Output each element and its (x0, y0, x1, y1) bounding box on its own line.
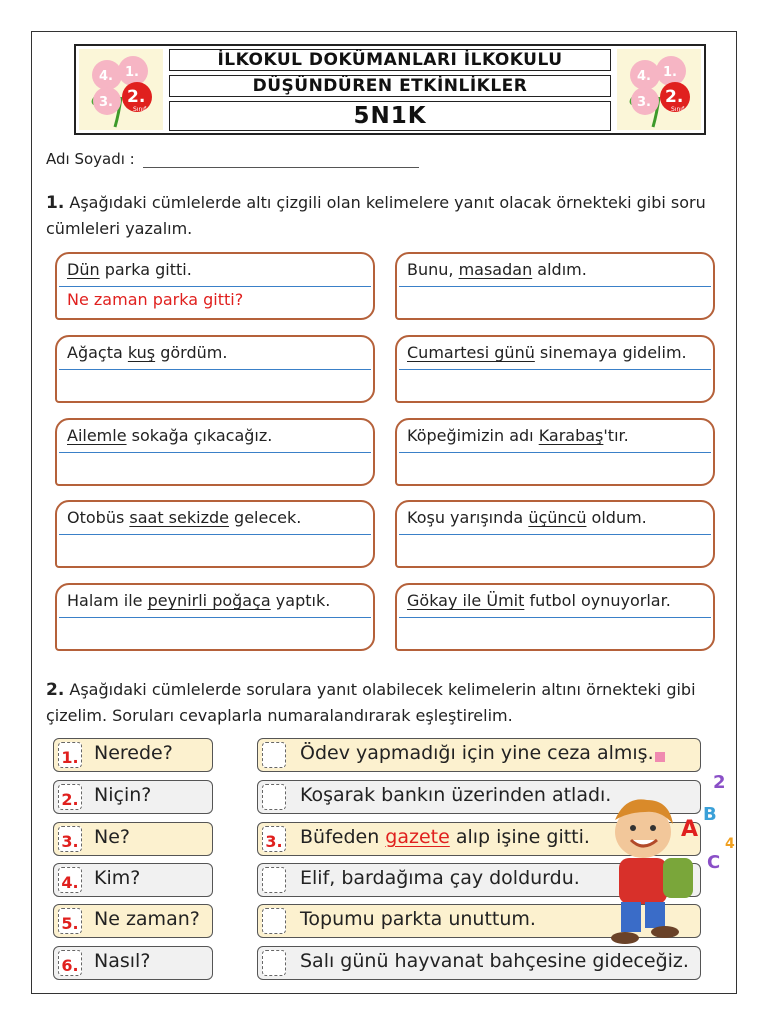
question-word-box (53, 822, 213, 856)
question-card (55, 500, 375, 568)
name-label: Adı Soyadı : (46, 150, 135, 168)
answer-after: alıp işine gitti. (449, 826, 590, 848)
question-card (395, 252, 715, 320)
number-box: 1. (58, 742, 82, 768)
question-card (55, 418, 375, 486)
sentence-after: sinemaya gidelim. (534, 343, 687, 362)
flower-logo-left (79, 49, 163, 130)
answer-line (399, 286, 711, 287)
answer-line (59, 534, 371, 535)
question-word: Nerede? (94, 742, 173, 764)
petal-number: 1. (663, 65, 677, 80)
answer-before: Topumu parkta unuttum. (300, 908, 536, 930)
question-card (395, 418, 715, 486)
number-box: 5. (58, 908, 82, 934)
answer-sentence-box (257, 946, 701, 980)
sentence-after: gördüm. (155, 343, 228, 362)
sentence-before: Koşu yarışında (407, 508, 529, 527)
question-word-box (53, 946, 213, 980)
name-blank-line[interactable] (143, 151, 419, 168)
sentence-after: oldum. (586, 508, 647, 527)
question-card (395, 335, 715, 403)
petal-number: 2. (665, 87, 684, 107)
sentence-after: parka gitti. (99, 260, 192, 279)
underlined-word: Cumartesi günü (407, 343, 535, 362)
answer-number-box[interactable] (262, 742, 286, 768)
underlined-answer-word: gazete (385, 826, 450, 848)
underlined-word: Ailemle (67, 426, 127, 445)
card-sentence (407, 343, 687, 362)
answer-before: Salı günü hayvanat bahçesine gideceğiz. (300, 950, 689, 972)
underlined-word: üçüncü (528, 508, 587, 527)
card-sentence (67, 591, 330, 610)
sentence-after: aldım. (532, 260, 587, 279)
answer-line (59, 369, 371, 370)
card-sentence (407, 260, 587, 279)
sentence-before: Köpeğimizin adı (407, 426, 539, 445)
answer-number-box[interactable] (262, 784, 286, 810)
answer-sentence (300, 950, 689, 972)
answer-number-box[interactable] (262, 908, 286, 934)
underlined-word: kuş (127, 343, 156, 362)
petal-number: 3. (99, 95, 113, 110)
question-card (395, 583, 715, 651)
question-card (55, 583, 375, 651)
answer-line (399, 534, 711, 535)
answer-line (59, 286, 371, 287)
answer-line (399, 617, 711, 618)
question-word-box (53, 904, 213, 938)
answer-field[interactable]: Ne zaman parka gitti? (67, 290, 244, 309)
number-box: 6. (58, 950, 82, 976)
card-sentence (67, 260, 192, 279)
header (74, 44, 706, 135)
card-sentence (67, 343, 227, 362)
answer-number-box[interactable]: 3. (262, 826, 286, 852)
sentence-before: Otobüs (67, 508, 130, 527)
answer-before: Büfeden (300, 826, 386, 848)
petal-number: 4. (99, 69, 113, 84)
question-word-box (53, 863, 213, 897)
subject-title: DÜŞÜNDÜREN ETKİNLİKLER (169, 75, 611, 97)
number-box: 2. (58, 784, 82, 810)
school-title: İLKOKUL DOKÜMANLARI İLKOKULU (169, 49, 611, 71)
card-sentence (407, 591, 671, 610)
question-card (55, 335, 375, 403)
answer-line (399, 452, 711, 453)
question-card (55, 252, 375, 320)
sentence-after: 'tır. (603, 426, 629, 445)
question-card (395, 500, 715, 568)
sentence-before: Halam ile (67, 591, 148, 610)
answer-number-box[interactable] (262, 867, 286, 893)
question-word: Kim? (94, 867, 141, 889)
answer-line (399, 369, 711, 370)
underlined-word: Gökay ile Ümit (407, 591, 525, 610)
question-2-instruction: Aşağıdaki cümlelerde sorulara yanıt olabilecek kelimelerin altını örnekteki gibi çizelim. Soruları cevaplarla numaralandırarak eşleştirelim. (46, 680, 696, 725)
answer-sentence (300, 908, 536, 930)
child-illustration (585, 740, 745, 950)
number-box: 3. (58, 826, 82, 852)
answer-sentence (300, 784, 611, 806)
question-1-instruction: Aşağıdaki cümlelerde altı çizgili olan kelimelere yanıt olacak örnekteki gibi soru cümleleri yazalım. (46, 193, 706, 238)
sentence-after: gelecek. (228, 508, 302, 527)
sentence-before: Ağaçta (67, 343, 128, 362)
question-2-number: 2. (46, 680, 65, 700)
petal-number: 4. (637, 69, 651, 84)
question-word: Niçin? (94, 784, 152, 806)
svg-text:A: A (681, 817, 699, 842)
answer-before: Ödev yapmadığı için yine ceza almış. (300, 742, 654, 764)
question-word: Ne zaman? (94, 908, 200, 930)
underlined-word: Karabaş (538, 426, 604, 445)
petal-number: 1. (125, 65, 139, 80)
svg-text:B: B (703, 804, 717, 825)
underlined-word: masadan (458, 260, 533, 279)
answer-before: Koşarak bankın üzerinden atladı. (300, 784, 612, 806)
underlined-word: Dün (67, 260, 100, 279)
answer-line (59, 452, 371, 453)
sentence-after: futbol oynuyorlar. (524, 591, 671, 610)
card-sentence (407, 508, 647, 527)
answer-sentence (300, 867, 580, 889)
question-word-box (53, 780, 213, 814)
question-word-box (53, 738, 213, 772)
flower-logo-right (617, 49, 701, 130)
grade-text: Sınıf (671, 106, 685, 113)
number-box: 4. (58, 867, 82, 893)
sentence-before: Bunu, (407, 260, 459, 279)
card-sentence (407, 426, 629, 445)
petal-number: 2. (127, 87, 146, 107)
answer-before: Elif, bardağıma çay doldurdu. (300, 867, 580, 889)
question-word: Ne? (94, 826, 130, 848)
underlined-word: peynirli poğaça (147, 591, 271, 610)
svg-text:4: 4 (725, 836, 735, 852)
question-1-number: 1. (46, 193, 65, 213)
sentence-after: sokağa çıkacağız. (126, 426, 273, 445)
question-1-text (46, 190, 726, 242)
grade-text: Sınıf (133, 106, 147, 113)
question-word: Nasıl? (94, 950, 151, 972)
svg-text:2: 2 (713, 772, 726, 793)
answer-sentence (300, 826, 590, 848)
svg-text:C: C (707, 852, 721, 873)
name-field-row (46, 150, 419, 168)
petal-number: 3. (637, 95, 651, 110)
card-sentence (67, 508, 301, 527)
sentence-after: yaptık. (270, 591, 331, 610)
code-title: 5N1K (169, 101, 611, 131)
card-sentence (67, 426, 272, 445)
answer-line (59, 617, 371, 618)
underlined-word: saat sekizde (129, 508, 229, 527)
answer-number-box[interactable] (262, 950, 286, 976)
question-2-text (46, 677, 726, 729)
